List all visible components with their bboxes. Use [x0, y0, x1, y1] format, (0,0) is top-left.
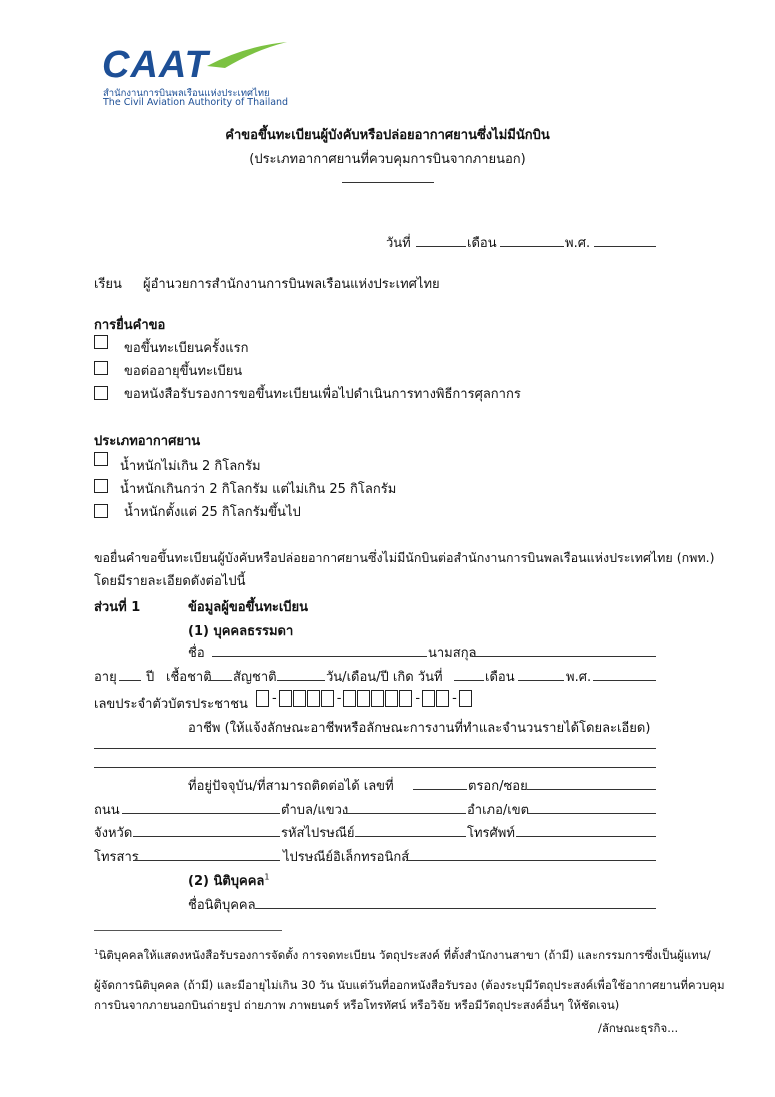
age-field[interactable] — [119, 680, 141, 681]
request-heading: การยื่นคำขอ — [94, 318, 166, 333]
birth-day-field[interactable] — [454, 680, 484, 681]
aircraft-under2kg-label: น้ำหนักไม่เกิน 2 กิโลกรัม — [120, 459, 261, 474]
id-card-boxes[interactable]: - - - - — [256, 690, 473, 707]
subdistrict-field[interactable] — [343, 813, 466, 814]
postal-code-label: รหัสไปรษณีย์ — [281, 826, 355, 841]
part1-heading: ข้อมูลผู้ขอขึ้นทะเบียน — [188, 600, 309, 615]
address-label: ที่อยู่ปัจจุบัน/ที่สามารถติดต่อได้ เลขที่ — [188, 779, 394, 794]
last-name-field[interactable] — [472, 656, 656, 657]
date-year-label: พ.ศ. — [565, 236, 591, 251]
phone-label: โทรศัพท์ — [467, 826, 515, 841]
email-field[interactable] — [406, 860, 656, 861]
first-name-label: ชื่อ — [188, 646, 205, 661]
logo-english-name: The Civil Aviation Authority of Thailand — [103, 97, 289, 108]
request-renew-checkbox[interactable] — [94, 361, 108, 375]
aircraft-heading: ประเภทอากาศยาน — [94, 434, 201, 449]
request-first-label: ขอขึ้นทะเบียนครั้งแรก — [124, 341, 249, 356]
intro-line2: โดยมีรายละเอียดดังต่อไปนี้ — [94, 574, 246, 589]
juristic-name-label: ชื่อนิติบุคคล — [188, 898, 256, 913]
age-label: อายุ — [94, 670, 117, 685]
request-renew-label: ขอต่ออายุขึ้นทะเบียน — [124, 364, 243, 379]
fax-label: โทรสาร — [94, 850, 139, 865]
footnote-line1: $^1$นิติบุคคลให้แสดงหนังสือรับรองการจัดตั้ง การจดทะเบียน วัตถุประสงค์ ที่ตั้งสำนักงานสาขา (ถ้ามี) และกรรมการซึ่งเป็นผู้แทน/ — [94, 948, 711, 962]
salutation-label: เรียน — [94, 277, 122, 292]
aircraft-under2kg-checkbox[interactable] — [94, 452, 108, 466]
nationality-label: สัญชาติ — [233, 670, 277, 685]
occupation-label: อาชีพ (ให้แจ้งลักษณะอาชีพหรือลักษณะการงานที่ทำและจำนวนรายได้โดยละเอียด) — [188, 721, 651, 736]
fax-field[interactable] — [133, 860, 280, 861]
subdistrict-label: ตำบล/แขวง — [281, 803, 349, 818]
district-label: อำเภอ/เขต — [467, 803, 530, 818]
footnote-line3: การบินจากภายนอกบินถ่ายรูป ถ่ายภาพ ภาพยนตร์ หรือโทรทัศน์ หรือวิจัย หรือมีวัตถุประสงค์อื่นๆ ให้ชัดเจน) — [94, 998, 620, 1012]
request-first-checkbox[interactable] — [94, 335, 108, 349]
road-label: ถนน — [94, 803, 120, 818]
alley-label: ตรอก/ซอย — [468, 779, 528, 794]
district-field[interactable] — [527, 813, 656, 814]
phone-field[interactable] — [516, 836, 656, 837]
race-label: เชื้อชาติ — [166, 670, 212, 685]
province-field[interactable] — [133, 836, 280, 837]
logo-thai-name: สำนักงานการบินพลเรือนแห่งประเทศไทย — [103, 88, 270, 99]
nationality-field[interactable] — [277, 680, 325, 681]
date-day-field[interactable] — [416, 246, 466, 247]
salutation-text: ผู้อำนวยการสำนักงานการบินพลเรือนแห่งประเทศไทย — [143, 277, 440, 292]
logo-acronym: CAAT — [102, 44, 209, 86]
aircraft-2to25kg-label: น้ำหนักเกินกว่า 2 กิโลกรัม แต่ไม่เกิน 25 กิโลกรัม — [120, 482, 397, 497]
form-subtitle: (ประเภทอากาศยานที่ควบคุมการบินจากภายนอก) — [249, 152, 526, 167]
request-certificate-label: ขอหนังสือรับรองการขอขึ้นทะเบียนเพื่อไปดำเนินการทางพิธีการศุลกากร — [124, 387, 521, 402]
road-field[interactable] — [122, 813, 280, 814]
juristic-person-heading: (2) นิติบุคคล$^1$ — [188, 872, 270, 889]
date-month-field[interactable] — [500, 246, 564, 247]
occupation-line-2[interactable] — [94, 767, 656, 768]
birth-year-label: พ.ศ. — [566, 670, 592, 685]
date-month-label: เดือน — [467, 236, 497, 251]
years-label: ปี — [146, 670, 155, 685]
house-number-field[interactable] — [413, 789, 467, 790]
aircraft-over25kg-checkbox[interactable] — [94, 504, 108, 518]
date-year-field[interactable] — [594, 246, 656, 247]
race-field[interactable] — [208, 680, 232, 681]
email-label: ไปรษณีย์อิเล็กทรอนิกส์ — [283, 850, 410, 865]
request-certificate-checkbox[interactable] — [94, 386, 108, 400]
occupation-line-1[interactable] — [94, 748, 656, 749]
footnote-line2: ผู้จัดการนิติบุคคล (ถ้ามี) และมีอายุไม่เกิน 30 วัน นับแต่วันที่ออกหนังสือรับรอง (ต้องระบุมีวัตถุประสงค์เพื่อใช้อากาศยานที่ควบคุม — [94, 978, 725, 992]
footnote-divider — [94, 930, 282, 931]
aircraft-over25kg-label: น้ำหนักตั้งแต่ 25 กิโลกรัมขึ้นไป — [124, 505, 301, 520]
postal-code-field[interactable] — [355, 836, 466, 837]
juristic-name-field[interactable] — [255, 908, 656, 909]
natural-person-heading: (1) บุคคลธรรมดา — [188, 624, 294, 639]
continue-note: /ลักษณะธุรกิจ... — [598, 1021, 679, 1035]
birth-month-label: เดือน — [485, 670, 515, 685]
last-name-label: นามสกุล — [428, 646, 477, 661]
form-title: คำขอขึ้นทะเบียนผู้บังคับหรือปล่อยอากาศยานซึ่งไม่มีนักบิน — [225, 128, 550, 143]
aircraft-2to25kg-checkbox[interactable] — [94, 479, 108, 493]
alley-field[interactable] — [527, 789, 656, 790]
province-label: จังหวัด — [94, 826, 133, 841]
birth-month-field[interactable] — [518, 680, 564, 681]
title-divider — [342, 182, 434, 183]
date-day-label: วันที่ — [386, 236, 411, 251]
birth-date-label: วัน/เดือน/ปี เกิด วันที่ — [326, 670, 443, 685]
first-name-field[interactable] — [212, 656, 427, 657]
part1-label: ส่วนที่ 1 — [94, 600, 141, 615]
footnote-ref: 1 — [264, 872, 270, 882]
id-card-label: เลขประจำตัวบัตรประชาชน — [94, 697, 248, 712]
intro-line1: ขอยื่นคำขอขึ้นทะเบียนผู้บังคับหรือปล่อยอากาศยานซึ่งไม่มีนักบินต่อสำนักงานการบินพลเรือนแห่งประเทศไทย (กพท.) — [94, 550, 715, 565]
birth-year-field[interactable] — [593, 680, 656, 681]
logo-swoosh-icon — [205, 40, 290, 70]
